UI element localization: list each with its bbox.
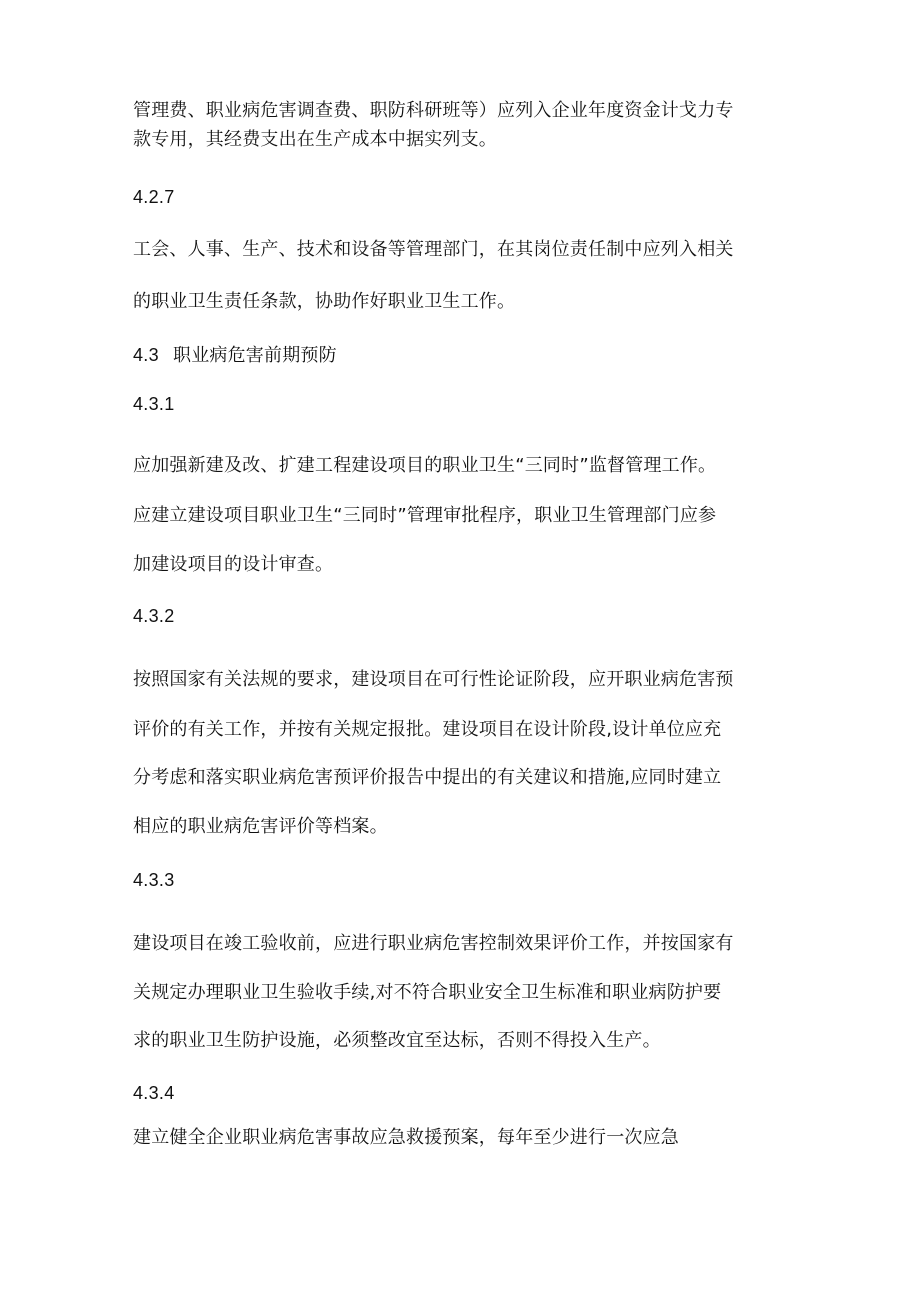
section-number-4-2-7: 4.2.7 bbox=[133, 187, 175, 207]
paragraph-line: 建设项目在竣工验收前，应进行职业病危害控制效果评价工作，并按国家有 bbox=[133, 933, 734, 954]
paragraph-line: 应建立建设项目职业卫生“三同时”管理审批程序，职业卫生管理部门应参 bbox=[133, 505, 717, 526]
section-number: 4.3 bbox=[133, 345, 159, 365]
paragraph-line: 求的职业卫生防护设施，必须整改宜至达标，否则不得投入生产。 bbox=[133, 1030, 661, 1051]
paragraph-line: 款专用，其经费支出在生产成本中据实列支。 bbox=[133, 129, 497, 150]
paragraph-line: 应加强新建及改、扩建工程建设项目的职业卫生“三同时”监督管理工作。 bbox=[133, 455, 717, 476]
section-number-4-3-4: 4.3.4 bbox=[133, 1083, 175, 1103]
section-number-4-3-1: 4.3.1 bbox=[133, 394, 175, 414]
paragraph-line: 建立健全企业职业病危害事故应急救援预案，每年至少进行一次应急 bbox=[133, 1127, 679, 1148]
paragraph-line: 管理费、职业病危害调查费、职防科研班等）应列入企业年度资金计戈力专 bbox=[133, 100, 734, 121]
paragraph-line: 关规定办理职业卫生验收手续,对不符合职业安全卫生标准和职业病防护要 bbox=[133, 982, 722, 1003]
paragraph-line: 工会、人事、生产、技术和设备等管理部门，在其岗位责任制中应列入相关 bbox=[133, 239, 734, 260]
paragraph-line: 分考虑和落实职业病危害预评价报告中提出的有关建议和措施,应同时建立 bbox=[133, 767, 722, 788]
paragraph-line: 相应的职业病危害评价等档案。 bbox=[133, 816, 388, 837]
section-number-4-3-2: 4.3.2 bbox=[133, 606, 175, 626]
section-title: 职业病危害前期预防 bbox=[173, 345, 337, 366]
paragraph-line: 加建设项目的设计审查。 bbox=[133, 554, 334, 575]
paragraph-line: 的职业卫生责任条款，协助作好职业卫生工作。 bbox=[133, 291, 516, 312]
section-number-4-3-3: 4.3.3 bbox=[133, 870, 175, 890]
section-heading-4-3 bbox=[133, 343, 793, 368]
paragraph-line: 按照国家有关法规的要求，建设项目在可行性论证阶段，应开职业病危害预 bbox=[133, 669, 734, 690]
paragraph-line: 评价的有关工作，并按有关规定报批。建设项目在设计阶段,设计单位应充 bbox=[133, 719, 722, 740]
